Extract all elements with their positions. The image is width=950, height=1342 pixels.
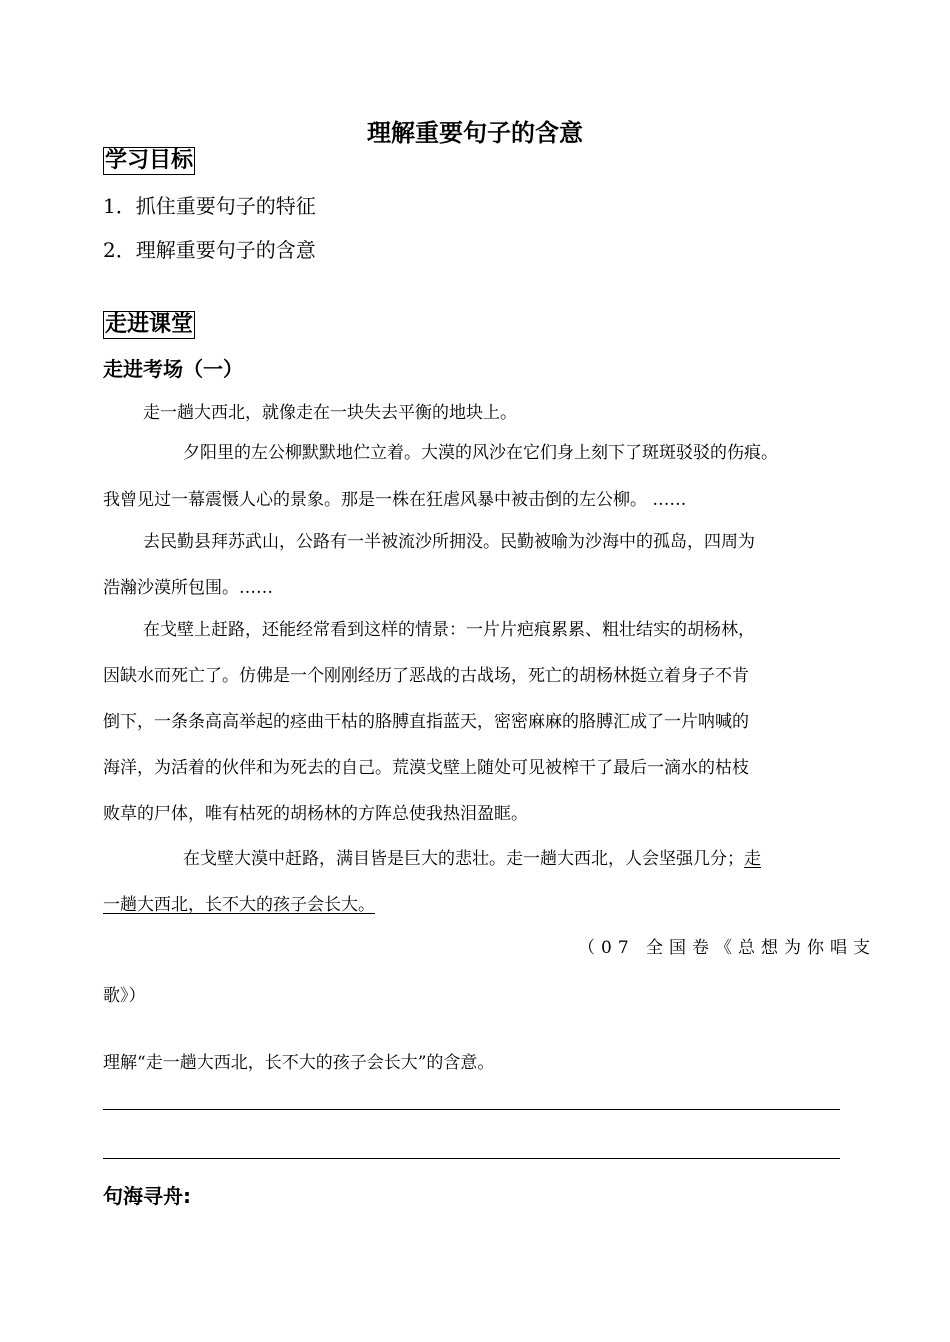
- source-citation: 歌》）: [103, 986, 146, 1006]
- answer-line[interactable]: [103, 1109, 840, 1110]
- passage-line: 因缺水而死亡了。仿佛是一个刚刚经历了恶战的古战场，死亡的胡杨林挺立着身子不肯: [103, 666, 749, 686]
- passage-line: 我曾见过一幕震慑人心的景象。那是一株在狂虐风暴中被击倒的左公柳。 ……: [103, 490, 687, 510]
- passage-line: 倒下，一条条高高举起的痉曲干枯的胳膊直指蓝天，密密麻麻的胳膊汇成了一片呐喊的: [103, 712, 749, 732]
- next-section-heading: 句海寻舟:: [103, 1184, 191, 1208]
- passage-line: 海洋，为活着的伙伴和为死去的自己。荒漠戈壁上随处可见被榨干了最后一滴水的枯枝: [103, 758, 749, 778]
- answer-line[interactable]: [103, 1158, 840, 1159]
- passage-line: 夕阳里的左公柳默默地伫立着。大漠的风沙在它们身上刻下了斑斑驳驳的伤痕。: [183, 443, 778, 463]
- passage-line: [183, 848, 761, 870]
- passage-text: 在戈壁大漠中赶路，满目皆是巨大的悲壮。走一趟大西北，人会坚强几分；: [183, 849, 744, 869]
- passage-line: 在戈壁上赶路，还能经常看到这样的情景：一片片疤痕累累、粗壮结实的胡杨林，: [143, 620, 755, 640]
- passage-line: [103, 894, 375, 916]
- classroom-heading: 走进课堂: [105, 312, 194, 337]
- page-title: 理解重要句子的含意: [367, 119, 583, 147]
- exam-heading: 走进考场（一）: [103, 357, 243, 381]
- source-citation: （07 全国卷《总想为你唱支: [578, 938, 877, 958]
- objectives-heading: 学习目标: [105, 148, 194, 173]
- passage-line: 败草的尸体，唯有枯死的胡杨林的方阵总使我热泪盈眶。: [103, 804, 528, 824]
- passage-line: 浩瀚沙漠所包围。……: [103, 578, 273, 598]
- key-sentence-underlined: 一趟大西北，长不大的孩子会长大。: [103, 895, 375, 915]
- question-prompt: 理解“走一趟大西北，长不大的孩子会长大”的含意。: [103, 1053, 495, 1073]
- objective-item-1: 1．抓住重要句子的特征: [103, 194, 316, 218]
- passage-line: 去民勤县拜苏武山，公路有一半被流沙所拥没。民勤被喻为沙海中的孤岛，四周为: [143, 532, 755, 552]
- key-sentence-underlined: 走: [744, 849, 761, 869]
- passage-paragraph-1: 走一趟大西北，就像走在一块失去平衡的地块上。: [143, 403, 517, 423]
- objective-item-2: 2．理解重要句子的含意: [103, 238, 316, 262]
